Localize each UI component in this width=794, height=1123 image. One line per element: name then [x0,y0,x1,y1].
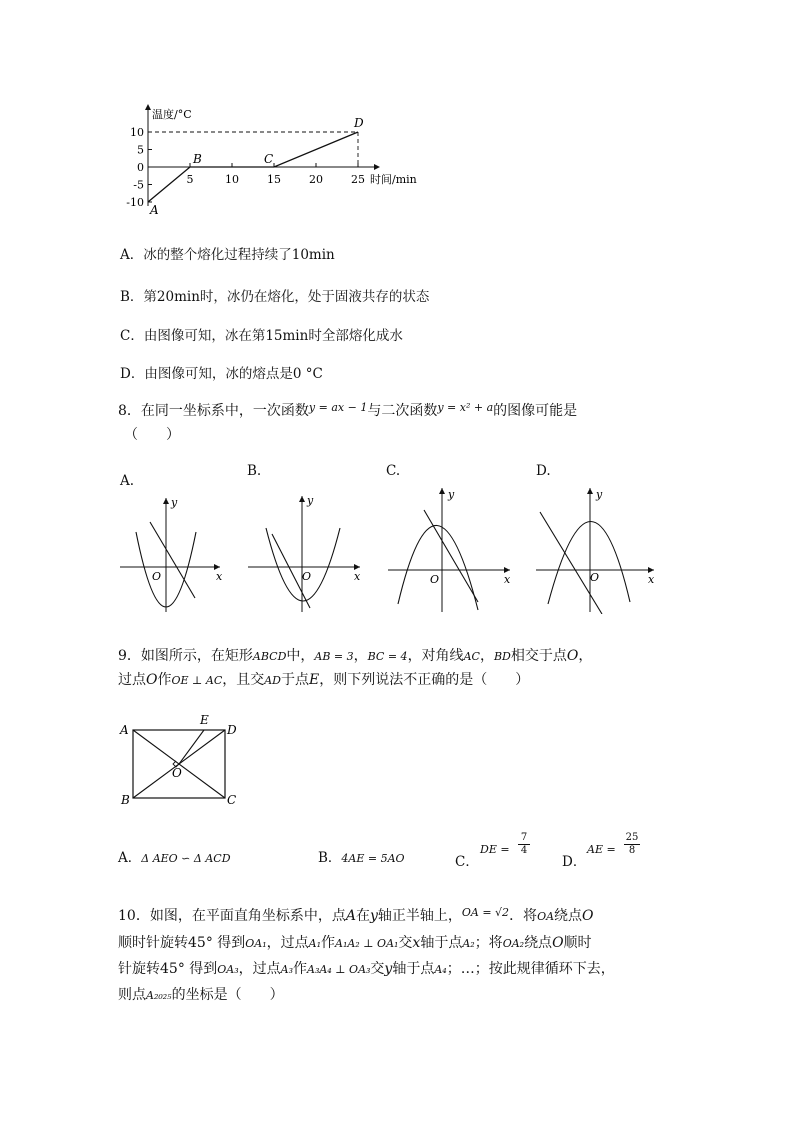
q8-graph-b [246,492,366,614]
svg-text:y: y [596,488,603,501]
temperature-time-chart [118,100,438,215]
q9-option-d-numerator: 25 [625,832,639,843]
svg-text:O: O [172,766,182,780]
point-label-d: D [354,116,364,130]
q9-option-d-fraction [624,832,640,857]
q9-option-d-denominator: 8 [624,844,640,857]
svg-text:x: x [504,573,511,586]
q8-graph-a [118,492,228,614]
q9-line-1: 9．如图所示，在矩形ABCD中，AB = 3，BC = 4，对角线AC，BD相交于点O， [118,648,593,664]
q9-option-b: B．4AE = 5AO [318,850,405,866]
q7-option-a: A．冰的整个熔化过程持续了10min [120,247,335,263]
q9-option-c-fraction [518,832,530,857]
point-label-a: A [150,203,159,215]
y-axis-label: 温度/°C [152,108,192,121]
y-tick-label: 5 [137,143,144,157]
x-axis-arrow [374,164,380,170]
svg-text:O: O [430,573,440,586]
x-tick-label: 20 [309,173,323,186]
y-tick-label: 0 [137,161,144,174]
q10-line-4: 则点A₂₀₂₅的坐标是（ ） [118,987,284,1003]
q9-option-c-denominator: 4 [518,844,530,857]
q9-option-c-lhs: DE = [480,843,510,856]
svg-text:y: y [448,488,455,501]
q10-line-1: 10．如图，在平面直角坐标系中，点A在y轴正半轴上，$^{OA = √2}$．将OA绕点O [118,906,594,924]
q8-label-b: B. [247,463,262,479]
q10-line-2: 顺时针旋转45° 得到OA₁，过点A₁作A₁A₂ ⊥ OA₁交x轴于点A₂；将OA₂绕点O顺时 [118,935,592,951]
q9-option-c-label: C． [455,854,479,870]
svg-text:x: x [216,570,223,583]
point-label-c: C [264,152,274,166]
q8-label-d: D. [536,463,551,479]
x-tick-label: 10 [225,173,239,186]
q8-graph-d [534,484,660,614]
q9-option-d-lhs: AE = [587,843,616,856]
q10-line-3: 针旋转45° 得到OA₃，过点A₃作A₃A₄ ⊥ OA₃交y轴于点A₄；…；按此规律循环下去， [118,961,615,977]
svg-text:x: x [354,570,361,583]
svg-text:D: D [227,723,237,737]
y-tick-label: -10 [126,196,144,209]
svg-text:E: E [200,713,209,727]
q9-line-2: 过点O作OE ⊥ AC，且交AD于点E，则下列说法不正确的是（ ） [118,672,530,688]
y-tick-label: -5 [133,178,144,192]
svg-text:x: x [648,573,655,586]
x-tick-label: 15 [267,173,281,186]
q9-option-c-numerator: 7 [520,832,528,843]
q8-label-c: C. [386,463,401,479]
q7-option-b: B．第20min时，冰仍在熔化，处于固液共存的状态 [120,289,430,305]
x-axis-label: 时间/min [370,173,417,186]
svg-text:A: A [120,723,129,737]
q9-option-a: A．Δ AEO ∽ Δ ACD [118,850,231,866]
svg-text:C: C [227,793,237,807]
x-tick-label: 5 [186,173,194,186]
q9-option-d-label: D． [562,854,587,870]
svg-text:O: O [152,570,162,583]
q8-graph-c [386,484,516,614]
q8-stem: 8．在同一坐标系中，一次函数$^{y = ax - 1}$与二次函数$^{y = x^2 + a}$的图像可能是 [118,401,578,419]
svg-text:y: y [171,496,178,509]
y-tick-label: 10 [130,126,144,139]
y-axis-arrow [145,104,151,110]
q7-option-d: D．由图像可知，冰的熔点是0 °C [120,366,323,382]
point-label-b: B [193,152,202,166]
q8-label-a: A. [120,473,135,489]
q7-option-c: C．由图像可知，冰在第15min时全部熔化成水 [120,328,403,344]
svg-text:B: B [121,793,130,807]
svg-text:O: O [590,571,600,584]
svg-text:O: O [302,570,312,583]
svg-text:y: y [307,494,314,507]
x-tick-label: 25 [351,173,365,186]
q9-rectangle-figure [118,712,248,812]
q8-answer-paren: （ ） [124,427,180,443]
